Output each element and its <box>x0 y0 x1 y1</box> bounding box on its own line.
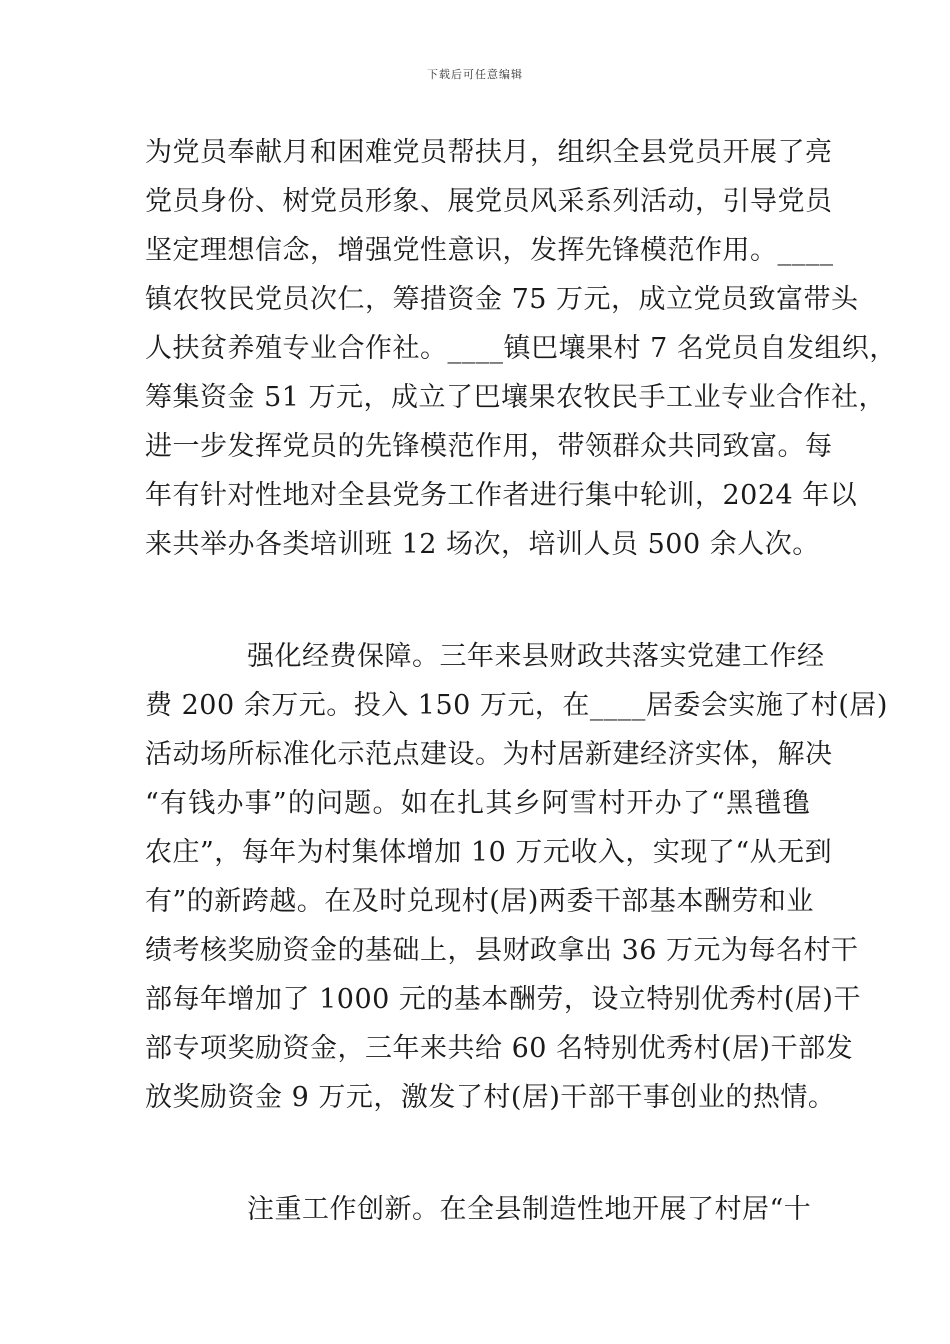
text-line: 来共举办各类培训班 12 场次，培训人员 500 余人次。 <box>145 529 820 560</box>
text-line: 费 200 余万元。投入 150 万元，在____居委会实施了村(居) <box>145 690 888 721</box>
text-line: 放奖励资金 9 万元，激发了村(居)干部干事创业的热情。 <box>145 1082 836 1113</box>
text-line: 坚定理想信念，增强党性意识，发挥先锋模范作用。____ <box>145 235 834 266</box>
text-line: 筹集资金 51 万元，成立了巴壤果农牧民手工业专业合作社， <box>145 382 887 413</box>
paragraph-spacer <box>145 569 810 632</box>
text-line: 部专项奖励资金，三年来共给 60 名特别优秀村(居)干部发 <box>145 1033 854 1064</box>
text-line: 绩考核奖励资金的基础上，县财政拿出 36 万元为每名村干 <box>145 935 859 966</box>
text-line: 有”的新跨越。在及时兑现村(居)两委干部基本酬劳和业 <box>145 886 814 917</box>
text-line: 镇农牧民党员次仁，筹措资金 75 万元，成立党员致富带头 <box>145 284 859 315</box>
text-line: 农庄”，每年为村集体增加 10 万元收入，实现了“从无到 <box>145 837 833 868</box>
text-line: 为党员奉献月和困难党员帮扶月，组织全县党员开展了亮 <box>145 137 833 168</box>
paragraph-party-activities <box>145 128 897 569</box>
text-line: 活动场所标准化示范点建设。为村居新建经济实体，解决 <box>145 739 833 770</box>
text-line: 进一步发挥党员的先锋模范作用，带领群众共同致富。每 <box>145 431 833 462</box>
paragraph-spacer <box>145 1122 810 1185</box>
document-body <box>145 128 897 1234</box>
page-header-note: 下载后可任意编辑 <box>427 68 523 81</box>
text-line: 注重工作创新。在全县制造性地开展了村居“十 <box>247 1194 812 1225</box>
text-line: 年有针对性地对全县党务工作者进行集中轮训，2024 年以 <box>145 480 858 511</box>
paragraph-funding-guarantee <box>145 632 888 1122</box>
text-line: 部每年增加了 1000 元的基本酬劳，设立特别优秀村(居)干 <box>145 984 861 1015</box>
text-line: 党员身份、树党员形象、展党员风采系列活动，引导党员 <box>145 186 833 217</box>
text-line: 人扶贫养殖专业合作社。____镇巴壤果村 7 名党员自发组织， <box>145 333 897 364</box>
text-line: “有钱办事”的问题。如在扎其乡阿雪村开办了“黑氆氇 <box>145 788 810 819</box>
paragraph-work-innovation <box>145 1185 810 1234</box>
text-line: 强化经费保障。三年来县财政共落实党建工作经 <box>247 641 825 672</box>
